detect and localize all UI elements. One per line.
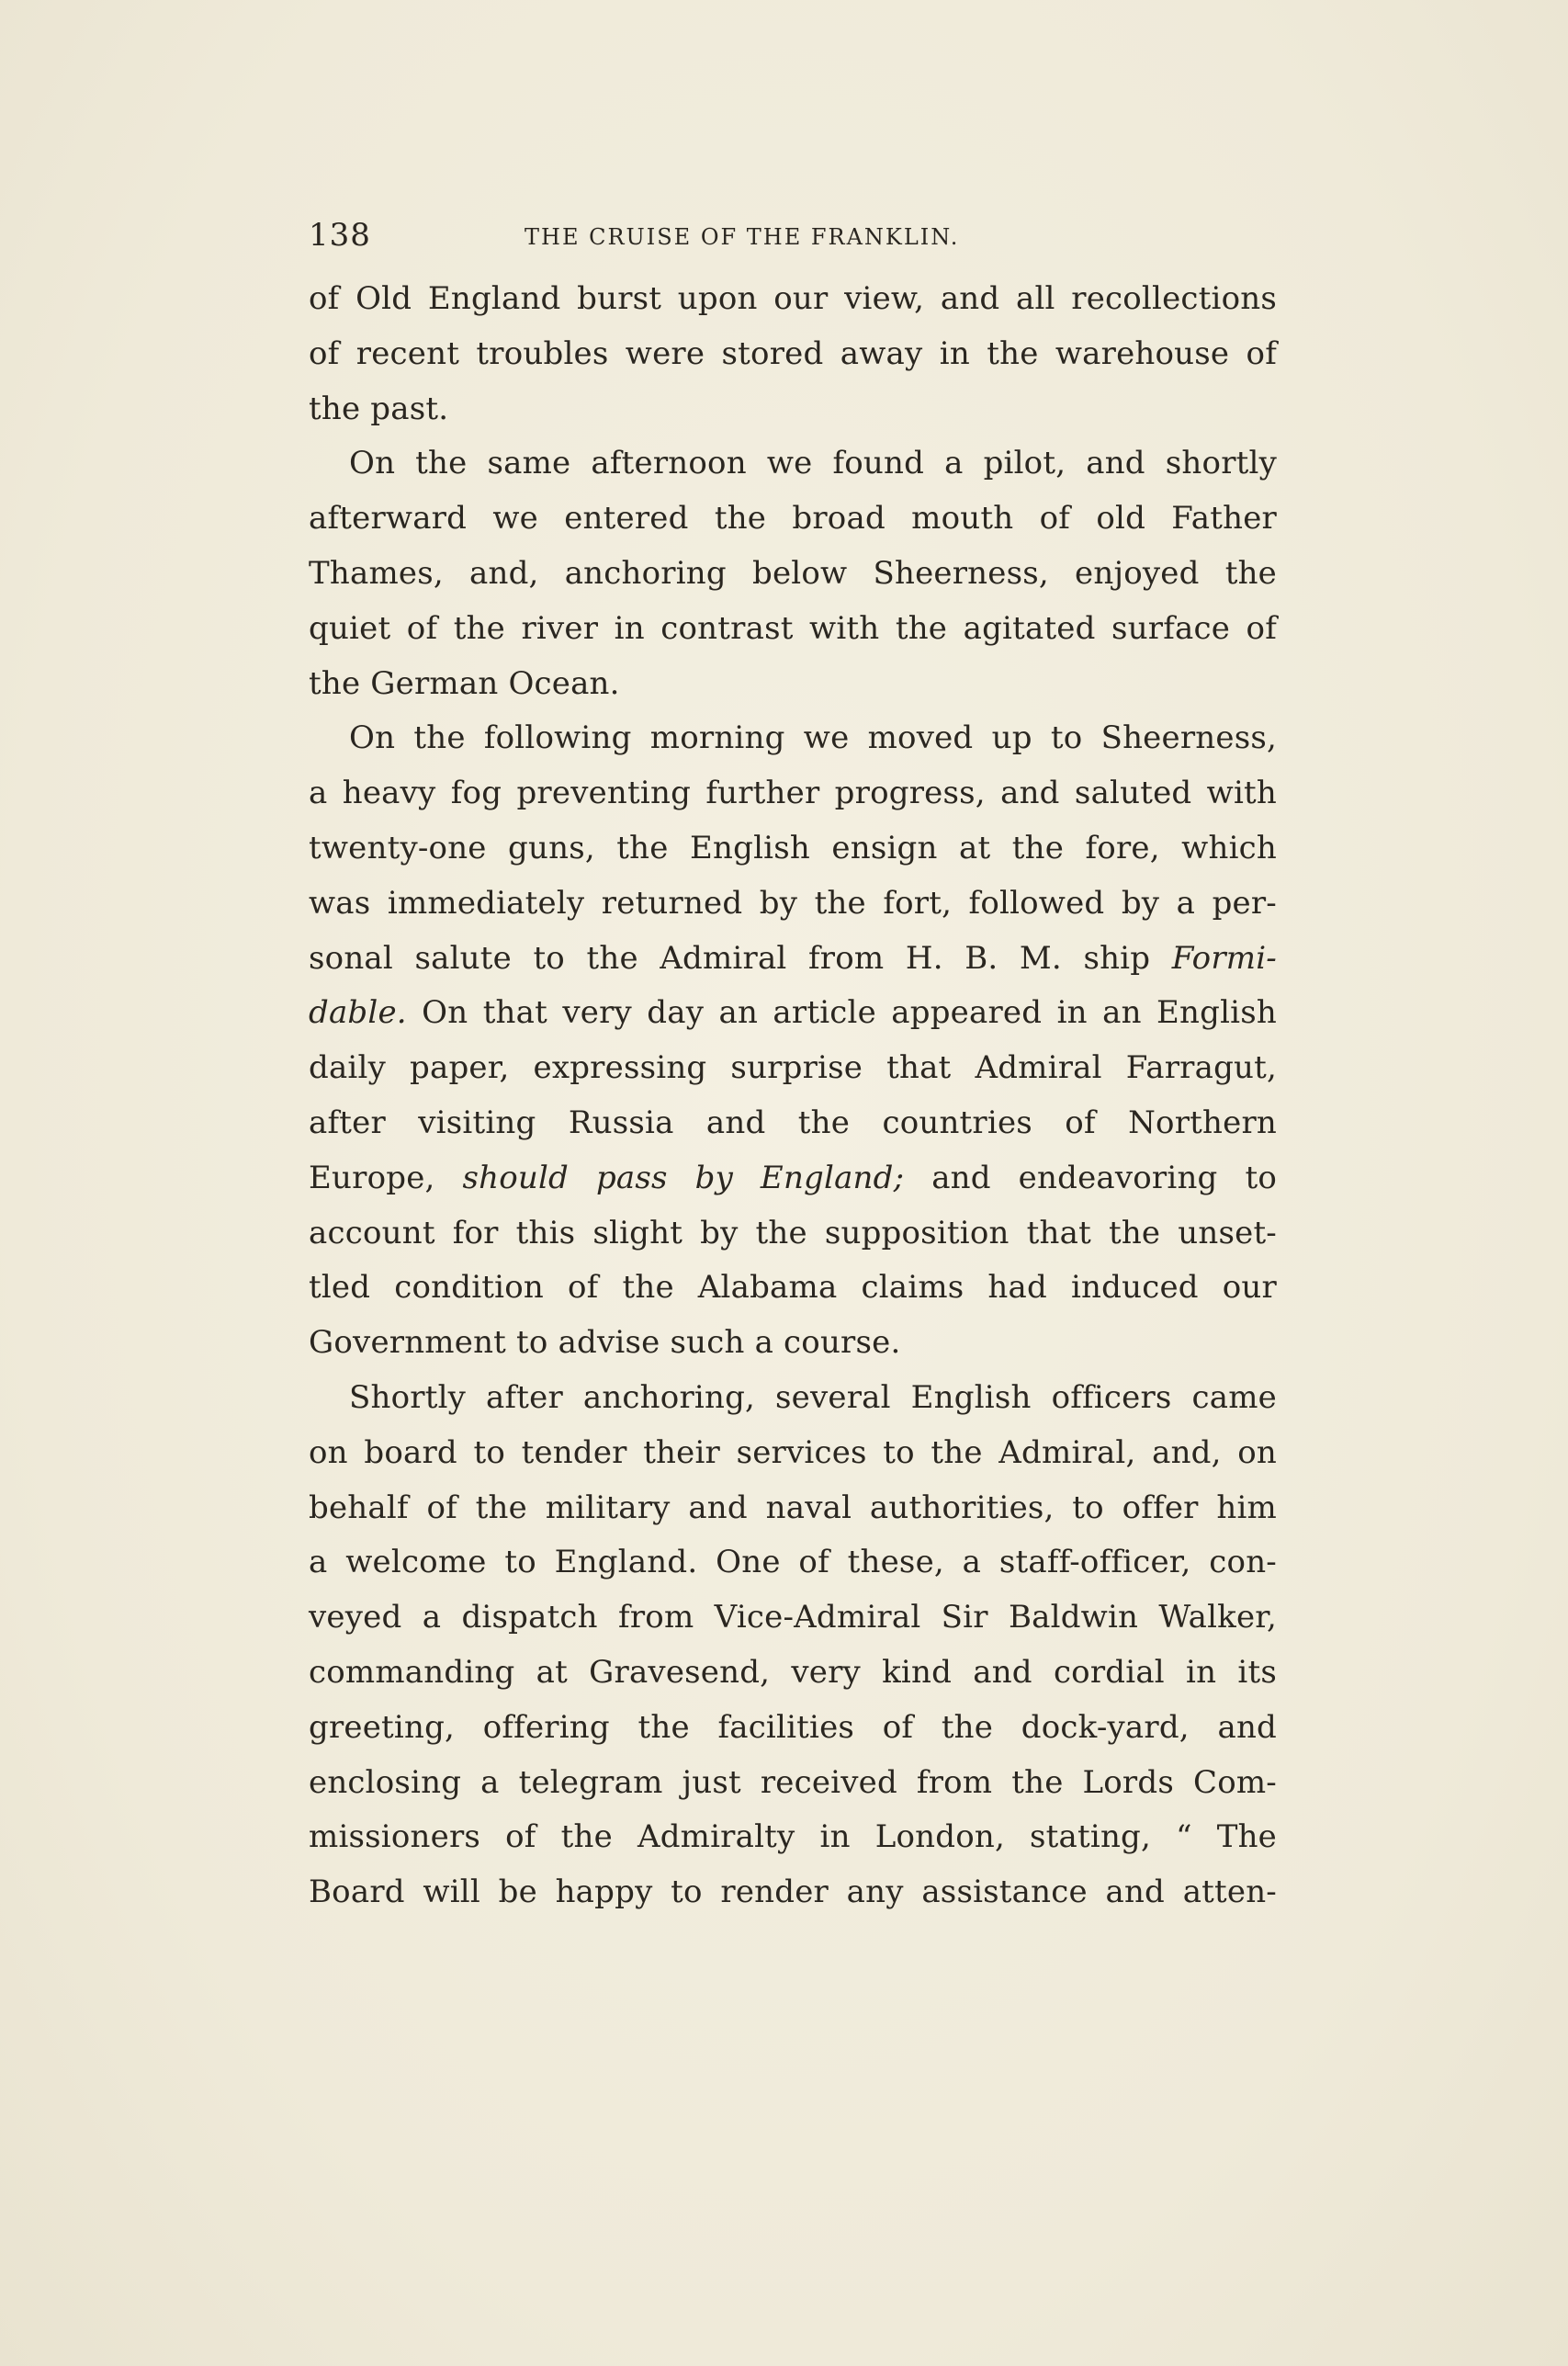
text-line: of Old England burst upon our view, and all recollections [309, 280, 1277, 317]
text-line: account for this slight by the supposition that the unset- [309, 1214, 1277, 1251]
text-block [309, 217, 1277, 1920]
text-line: a heavy fog preventing further progress, and saluted with [309, 775, 1277, 812]
text-line: a welcome to England. One of these, a staff-officer, con- [309, 1544, 1277, 1581]
text-line: Thames, and, anchoring below Sheerness, enjoyed the [309, 554, 1277, 592]
text-line: enclosing a telegram just received from the Lords Com- [309, 1763, 1277, 1801]
text-line: missioners of the Admiralty in London, stating, “ The [309, 1818, 1277, 1856]
text-line: of recent troubles were stored away in the warehouse of [309, 334, 1277, 372]
text-line: veyed a dispatch from Vice-Admiral Sir Baldwin Walker, [309, 1599, 1277, 1636]
text-line: afterward we entered the broad mouth of old Father [309, 500, 1277, 538]
text-line: tled condition of the Alabama claims had induced our [309, 1269, 1277, 1307]
text-line: Government to advise such a course. [309, 1324, 901, 1362]
text-line: Europe, should pass by England; and endeavoring to [309, 1159, 1277, 1196]
text-line: quiet of the river in contrast with the agitated surface of [309, 609, 1277, 647]
italic-quote: should pass by England; [462, 1159, 905, 1196]
text-line: dable. On that very day an article appeared in an English [309, 994, 1277, 1032]
running-head [309, 217, 1277, 272]
italic-ship-name: dable. [309, 994, 407, 1032]
text-line: Board will be happy to render any assistance and atten- [309, 1874, 1277, 1911]
text-line: On the same afternoon we found a pilot, and shortly [349, 445, 1277, 482]
text-line: behalf of the military and naval authorities, to offer him [309, 1489, 1277, 1526]
text-line: after visiting Russia and the countries of Northern [309, 1104, 1277, 1141]
running-title: THE CRUISE OF THE FRANKLIN. [525, 224, 960, 250]
italic-ship-name: Formi- [1171, 939, 1277, 977]
body-text [309, 272, 1277, 1920]
text-line: the German Ocean. [309, 664, 620, 702]
text-line: greeting, offering the facilities of the dock-yard, and [309, 1708, 1277, 1746]
text-line: Shortly after anchoring, several English officers came [349, 1378, 1277, 1416]
text-line: commanding at Gravesend, very kind and cordial in its [309, 1653, 1277, 1691]
text-line: twenty-one guns, the English ensign at the fore, which [309, 829, 1277, 866]
text-line: was immediately returned by the fort, followed by a per- [309, 884, 1277, 922]
text-line: the past. [309, 390, 449, 427]
text-line: sonal salute to the Admiral from H. B. M. ship Formi- [309, 939, 1277, 977]
text-line: daily paper, expressing surprise that Admiral Farragut, [309, 1049, 1277, 1087]
text-line: on board to tender their services to the Admiral, and, on [309, 1433, 1277, 1471]
page-number: 138 [309, 217, 371, 254]
text-line: On the following morning we moved up to Sheerness, [349, 719, 1277, 757]
